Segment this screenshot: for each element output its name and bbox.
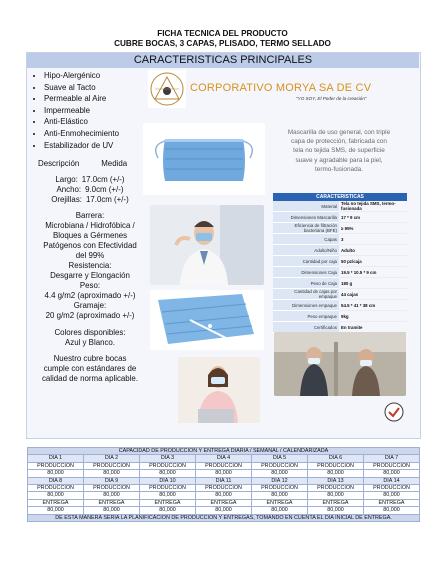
barrier-line: del 99% [75,251,105,261]
doc-title-1: FICHA TECNICA DEL PRODUCTO [157,29,288,38]
colors-line: Colores disponibles: [54,328,126,338]
spec-value: En tramite [339,322,407,333]
production-footer-cell: DE ESTA MANERA SERIA LA PLANIFICACION DE PRODUCCION Y ENTREGAS, TOMANDO EN CUENTA EL DIA INICIAL DE ENTREGA. [28,514,420,521]
size-value: 9.0cm (+/-) [85,185,124,195]
barrier-line: Gramaje: [73,301,107,311]
production-label-row [28,485,420,492]
spec-key: Cantidad por caja [273,256,339,267]
brand-logo [148,70,186,108]
spec-row [273,267,407,278]
spec-value: 54.5 * 41 * 38 cm [339,300,407,311]
product-desc-line: termo-fusionada. [315,165,363,173]
delivery-label-row-cell: ENTREGA [196,499,252,506]
production-values-row-cell: 80,000 [140,492,196,499]
feature-list [30,70,150,151]
norm-info [30,354,150,384]
production-values-row-cell: 80,000 [84,492,140,499]
delivery-values-row-cell: 80,000 [84,507,140,514]
mask-product-image [143,123,265,195]
production-label-row-cell: PRODUCCION [28,485,84,492]
size-row [30,195,150,205]
delivery-label-row-cell: ENTREGA [252,499,308,506]
production-label-row-cell: PRODUCCION [252,462,308,469]
day-row [28,477,420,484]
feature-item: • Estabilizador de UV [44,140,150,152]
day-row-cell: DIA 9 [84,477,140,484]
day-row-cell: DIA 13 [308,477,364,484]
delivery-values-row-cell: 80,000 [140,507,196,514]
spec-key: Dimensiones Mascarilla [273,212,339,223]
production-values-row-cell: 80,000 [308,492,364,499]
barrier-line: Bloques a Gérmenes [52,231,128,241]
quality-seal-icon [384,402,404,422]
production-label-row-cell: PRODUCCION [308,485,364,492]
day-row-cell: DIA 4 [196,455,252,462]
colors-line: Azul y Blanco. [65,338,115,348]
day-row-cell: DIA 5 [252,455,308,462]
description-value: Medida [101,159,128,169]
delivery-label-row-cell: ENTREGA [140,499,196,506]
production-label-row-cell: PRODUCCION [252,485,308,492]
size-value: 17.0cm (+/-) [85,195,129,205]
norm-line: calidad de norma aplicable. [41,374,139,384]
delivery-values-row-cell: 80,000 [308,507,364,514]
product-desc-line: Mascarilla de uso general, con triple [287,129,391,136]
delivery-values-row-cell: 80,000 [252,507,308,514]
spec-row [273,234,407,245]
delivery-values-row-cell: 80,000 [364,507,420,514]
production-values-row-cell: 80,000 [252,470,308,477]
day-row-cell: DIA 14 [364,477,420,484]
barrier-line: 4.4 g/m2 (aproximado +/-) [44,291,136,301]
delivery-label-row-cell: ENTREGA [308,499,364,506]
delivery-values-row-cell: 80,000 [196,507,252,514]
day-row-cell: DIA 3 [140,455,196,462]
spec-value: 44 cajas [339,289,407,300]
production-label-row-cell: PRODUCCION [84,485,140,492]
day-row-cell: DIA 7 [364,455,420,462]
barrier-line: Peso: [79,281,101,291]
spec-value: ≥ 95% [339,223,407,234]
day-row-cell: DIA 10 [140,477,196,484]
delivery-values-row-cell: 80,000 [28,507,84,514]
spec-key: Certificados [273,322,339,333]
woman-laptop-photo [178,357,260,423]
day-row-cell: DIA 1 [28,455,84,462]
production-label-row-cell: PRODUCCION [364,462,420,469]
production-label-row-cell: PRODUCCION [196,462,252,469]
production-label-row-cell: PRODUCCION [196,485,252,492]
delivery-label-row [28,499,420,506]
size-label: Ancho: [56,185,82,195]
barrier-line: Barrera: [75,211,105,221]
size-value: 17.0cm (+/-) [81,175,125,185]
brand-name: CORPORATIVO MORYA SA DE CV [190,82,372,94]
delivery-label-row-cell: ENTREGA [28,499,84,506]
spec-row [273,278,407,289]
product-description [274,128,404,174]
size-label: Largo: [55,175,78,185]
production-values-row-cell: 80,000 [196,492,252,499]
production-label-row-cell: PRODUCCION [140,462,196,469]
size-row [30,185,150,195]
barrier-info [30,211,150,321]
barrier-line: Desgarre y Elongación [50,271,130,281]
section-title: CARACTERISTICAS PRINCIPALES [27,53,419,68]
production-values-row-cell: 80,000 [364,470,420,477]
spec-value: 3 [339,234,407,245]
production-label-row-cell: PRODUCCION [84,462,140,469]
size-label: Orejillas: [51,195,82,205]
spec-row [273,212,407,223]
day-row-cell: DIA 12 [252,477,308,484]
delivery-label-row-cell: ENTREGA [84,499,140,506]
bus-passengers-photo [274,332,406,396]
production-label-row-cell: PRODUCCION [28,462,84,469]
production-values-row-cell: 80,000 [28,492,84,499]
production-table [27,447,420,522]
delivery-values-row [28,507,420,514]
production-values-row [28,470,420,477]
size-list [30,175,150,205]
spec-key: Material [273,201,339,212]
barrier-line: Resistencia: [68,261,112,271]
spec-row [273,245,407,256]
norm-line: Nuestro cubre bocas [53,354,127,364]
day-row-cell: DIA 6 [308,455,364,462]
production-label-row-cell: PRODUCCION [140,485,196,492]
production-values-row-cell: 80,000 [196,470,252,477]
feature-item: • Impermeable [44,105,150,117]
spec-value: 180 g [339,278,407,289]
spec-key: Dimensiones Caja [273,267,339,278]
production-caption-cell: CAPACIDAD DE PRODUCCION Y ENTREGA DIARIA / SEMANAL / CALENDARIZADA [28,448,420,455]
left-column [30,70,150,384]
barrier-line: Patógenos con Efectividad [43,241,137,251]
spec-key: Dimensiones empaque [273,300,339,311]
description-label: Descripción [38,159,80,169]
day-row-cell: DIA 8 [28,477,84,484]
product-desc-line: suave y agradable para la piel, [295,156,383,164]
spec-row [273,289,407,300]
spec-key: Capas [273,234,339,245]
feature-item: • Hipo-Alergénico [44,70,150,82]
production-label-row-cell: PRODUCCION [364,485,420,492]
spec-row [273,300,407,311]
feature-item: • Anti-Elástico [44,116,150,128]
spec-value: Tela no tejida SMS, termo-fusionada [339,201,407,212]
production-caption [28,448,420,455]
day-row [28,455,420,462]
production-values-row-cell: 80,000 [84,470,140,477]
spec-row [273,223,407,234]
barrier-line: 20 g/m2 (aproximado +/-) [45,311,135,321]
production-footer [28,514,420,521]
day-row-cell: DIA 11 [196,477,252,484]
product-desc-line: capa de protección, fabricada con [291,138,387,146]
production-values-row-cell: 80,000 [28,470,84,477]
spec-row [273,201,407,212]
feature-item: • Anti-Enmohecimiento [44,128,150,140]
spec-key: Peso de Caja [273,278,339,289]
spec-key: Peso empaque [273,311,339,322]
feature-item: • Permeable al Aire [44,93,150,105]
production-values-row [28,492,420,499]
production-values-row-cell: 80,000 [308,470,364,477]
spec-value: 50 pz/caja [339,256,407,267]
spec-value: 19.5 * 10.5 * 9 cm [339,267,407,278]
production-values-row-cell: 80,000 [364,492,420,499]
specs-title: CARACTERISTICAS [273,193,407,201]
spec-row [273,256,407,267]
size-row [30,175,150,185]
day-row-cell: DIA 2 [84,455,140,462]
production-label-row [28,462,420,469]
production-label-row-cell: PRODUCCION [308,462,364,469]
spec-value: 9kg [339,311,407,322]
doctor-photo [150,205,264,285]
norm-line: cumple con estándares de [43,364,137,374]
delivery-label-row-cell: ENTREGA [364,499,420,506]
spec-row [273,322,407,333]
colors-info [30,328,150,348]
spec-value: Adulto [339,245,407,256]
brand-tagline: "YO SOY, El Poder de la creación" [296,96,367,101]
mask-closeup-photo [150,290,264,350]
spec-value: 17 * 9 cm [339,212,407,223]
barrier-line: Microbiana / Hidrofóbica / [45,221,135,231]
specs-table [273,193,407,333]
production-values-row-cell: 80,000 [252,492,308,499]
product-desc-line: tela no tejida SMS, de superficie [293,147,385,155]
feature-item: • Suave al Tacto [44,82,150,94]
spec-row [273,311,407,322]
doc-title-2: CUBRE BOCAS, 3 CAPAS, PLISADO, TERMO SELLADO [114,39,331,48]
spec-key: Adulto/Niño [273,245,339,256]
spec-key: Cantidad de cajas por empaque [273,289,339,300]
spec-key: Eficiencia de filtración bacteriana (BFE) [273,223,339,234]
production-values-row-cell: 80,000 [140,470,196,477]
